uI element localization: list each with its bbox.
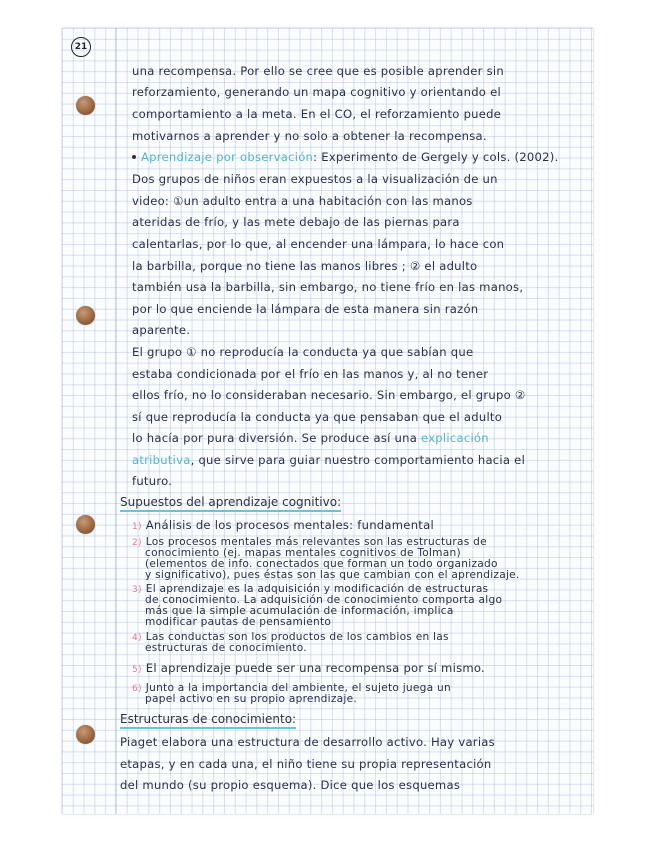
highlighted-term: explicación xyxy=(421,431,489,445)
item-text: Los procesos mentales más relevantes son las estructuras de xyxy=(145,536,487,548)
text-line: El grupo ① no reproducía la conducta ya que sabían que xyxy=(132,345,474,359)
item-text: más que la simple acumulación de información, implica xyxy=(145,605,454,617)
text-fragment: , que sirve para guiar nuestro comportamiento hacia el xyxy=(190,453,526,467)
binder-hole xyxy=(76,96,95,115)
item-text: Análisis de los procesos mentales: fundamental xyxy=(145,518,434,532)
section-heading: Estructuras de conocimiento: xyxy=(120,712,296,729)
text-line: Piaget elabora una estructura de desarrollo activo. Hay varias xyxy=(120,735,495,749)
text-line: reforzamiento, generando un mapa cognitivo y orientando el xyxy=(132,85,501,99)
text-line: ellos frío, no lo consideraban necesario. Sin embargo, el grupo ② xyxy=(132,388,526,402)
bullet-icon xyxy=(132,155,136,159)
list-item xyxy=(132,661,582,675)
item-text: Las conductas son los productos de los cambios en las xyxy=(145,631,449,643)
text-line xyxy=(132,431,582,445)
item-text: estructuras de conocimiento. xyxy=(145,642,307,654)
text-line: estaba condicionada por el frío en las manos y, al no tener xyxy=(132,367,489,381)
text-line: calentarlas, por lo que, al encender una lámpara, lo hace con xyxy=(132,237,505,251)
page-number: 21 xyxy=(71,37,91,57)
item-number: 6) xyxy=(132,684,142,694)
highlighted-term: Aprendizaje por observación xyxy=(141,150,314,164)
margin-line xyxy=(115,28,116,814)
item-text: modificar pautas de pensamiento xyxy=(145,616,332,628)
text-line: video: ①un adulto entra a una habitación con las manos xyxy=(132,194,473,208)
item-text: Junto a la importancia del ambiente, el sujeto juega un xyxy=(145,682,451,694)
text-line: la barbilla, porque no tiene las manos libres ; ② el adulto xyxy=(132,259,478,273)
text-line: ateridas de frío, y las mete debajo de las piernas para xyxy=(132,215,460,229)
text-line: motivarnos a aprender y no solo a obtener la recompensa. xyxy=(132,129,487,143)
item-number: 4) xyxy=(132,633,142,643)
item-text: de conocimiento. La adquisición de conocimiento comporta algo xyxy=(145,594,503,606)
text-fragment: : Experimento de Gergely y cols. (2002). xyxy=(313,150,559,164)
text-line: aparente. xyxy=(132,323,191,337)
item-text: El aprendizaje puede ser una recompensa por sí mismo. xyxy=(145,661,485,675)
item-text: (elementos de info. conectados que forman un todo organizado xyxy=(145,558,498,570)
text-line: del mundo (su propio esquema). Dice que los esquemas xyxy=(120,778,461,792)
highlighted-term: atributiva xyxy=(132,453,191,467)
text-line: comportamiento a la meta. En el CO, el reforzamiento puede xyxy=(132,107,502,121)
binder-hole xyxy=(76,306,95,325)
text-line xyxy=(132,453,582,467)
text-line: también usa la barbilla, sin embargo, no tiene frío en las manos, xyxy=(132,280,524,294)
text-line: una recompensa. Por ello se cree que es posible aprender sin xyxy=(132,64,504,78)
binder-hole xyxy=(76,725,95,744)
text-line: etapas, y en cada una, el niño tiene su propia representación xyxy=(120,757,492,771)
text-fragment: lo hacía por pura diversión. Se produce así una xyxy=(132,431,418,445)
text-line: Dos grupos de niños eran expuestos a la visualización de un xyxy=(132,172,498,186)
text-line: futuro. xyxy=(132,474,173,488)
binder-hole xyxy=(76,515,95,534)
item-number: 3) xyxy=(132,585,142,595)
notebook-page xyxy=(62,28,593,814)
list-item xyxy=(132,518,582,532)
item-text: conocimiento (ej. mapas mentales cognitivos de Tolman) xyxy=(145,547,461,559)
item-number: 5) xyxy=(132,665,142,675)
item-text: El aprendizaje es la adquisición y modificación de estructuras xyxy=(145,583,489,595)
text-line: sí que reproducía la conducta ya que pensaban que el adulto xyxy=(132,410,503,424)
item-text: y significativo), pues éstas son las que cambian con el aprendizaje. xyxy=(145,569,520,581)
item-number: 2) xyxy=(132,538,142,548)
item-number: 1) xyxy=(132,522,142,532)
observation-title-line xyxy=(132,150,582,164)
text-line: por lo que enciende la lámpara de esta manera sin razón xyxy=(132,302,479,316)
section-heading: Supuestos del aprendizaje cognitivo: xyxy=(120,495,341,512)
item-text: papel activo en su propio aprendizaje. xyxy=(145,693,357,705)
